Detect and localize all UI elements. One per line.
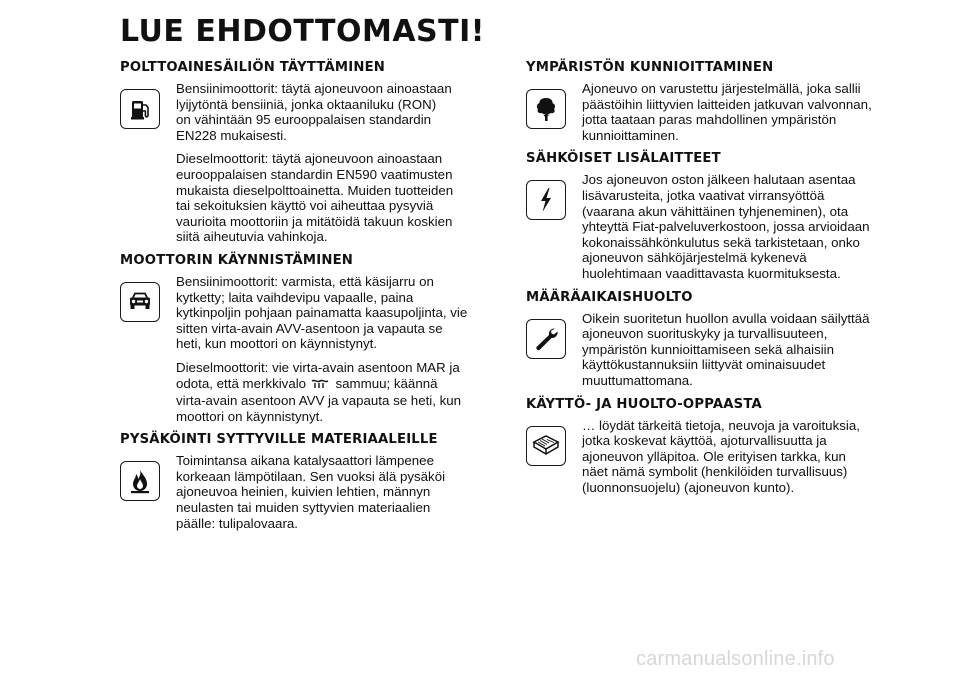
section-electrical-accessories [526,151,916,281]
paragraph: Oikein suoritetun huollon avulla voidaan säilyttää ajoneuvon suorituskyky ja turvallisuuteen, ympäristön kunnioittamiseen sekä alhaisiin käyttökustannuksiin liittyvät ominaisuudet muuttumattomana. [582,310,870,388]
flame-icon [120,461,160,501]
book-icon [526,426,566,466]
section-heading: PYSÄKÖINTI SYTTYVILLE MATERIAALEILLE [120,432,438,448]
section-heading: YMPÄRISTÖN KUNNIOITTAMINEN [526,60,774,75]
section-fuel-filling [120,60,504,245]
section-heading: MOOTTORIN KÄYNNISTÄMINEN [120,252,354,268]
right-column [526,60,916,503]
paragraph-diesel [176,360,504,424]
paragraph: Jos ajoneuvon oston jälkeen halutaan asentaa lisävarusteita, jotka vaativat virransyöttöä (vaarana akun vähittäinen tyhjeneminen), ota yhteyttä Fiat-palveluverkostoon, jossa arvioidaan kokonaissähkönkulutus sekä tarkistetaan, onko ajoneuvon sähköjärjestelmä kykenevä huolehtimaan vaadittavasta kuormituksesta. [582,172,870,281]
fuel-pump-icon [120,89,160,129]
paragraph: Ajoneuvo on varustettu järjestelmällä, joka sallii päästöihin liittyvien laitteiden jatkuvan valvonnan, jotta taataan paras mahdollinen ympäristön kunnioittaminen. [582,81,872,143]
text-line: Dieselmoottorit: vie virta-avain asentoon MAR ja [176,359,460,375]
section-heading: MÄÄRÄAIKAISHUOLTO [526,289,693,305]
section-scheduled-maintenance [526,290,916,389]
paragraph: … löydät tärkeitä tietoja, neuvoja ja varoituksia, jotka koskevat käyttöä, ajoturvallisuutta ja ajoneuvon ylläpitoa. Ole erityisen tarkka, kun näet nämä symbolit (henkilöiden turvallisuus) (luonnonsuojelu) (ajoneuvon kunto). [582,417,860,495]
text-line: virta-avain asentoon AVV ja vapauta se heti, kun [176,393,462,409]
left-column [120,60,504,539]
section-heading: POLTTOAINESÄILIÖN TÄYTTÄMINEN [120,60,386,75]
wrench-icon [526,319,566,359]
section-environment [526,60,916,143]
page-title: LUE EHDOTTOMASTI! [120,14,485,49]
section-manual-guide [526,397,916,496]
section-parking-flammable [120,432,504,531]
section-engine-start [120,253,504,424]
section-heading: KÄYTTÖ- JA HUOLTO-OPPAASTA [526,396,762,412]
paragraph: Bensiinimoottorit: varmista, että käsijarru on kytketty; laita vaihdevipu vapaalle, paina kytkinpoljin pohjaan painamatta kaasupoljinta, vie sitten virta-avain AVV-asentoon ja vapauta se heti, kun moottori on käynnistynyt. [176,273,468,352]
glow-plug-icon [311,378,331,394]
text-line: sammuu; käännä [335,375,438,391]
text-line: odota, että merkkivalo [176,375,307,391]
section-heading: SÄHKÖISET LISÄLAITTEET [526,151,721,167]
car-icon [120,282,160,322]
tree-icon [526,89,566,129]
paragraph: Bensiinimoottorit: täytä ajoneuvoon ainoastaan lyijytöntä bensiiniä, jonka oktaaniluku (RON) on vähintään 95 eurooppalaisen standardin EN228 mukaisesti. [176,81,452,143]
watermark: carmanualsonline.info [636,648,835,670]
text-line: moottori on käynnistynyt. [176,408,324,424]
lightning-icon [526,180,566,220]
paragraph: Toimintansa aikana katalysaattori lämpenee korkeaan lämpötilaan. Sen vuoksi älä pysäköi ajoneuvoa heinien, kuivien lehtien, männyn neulasten tai muiden syttyvien materiaalien päälle: tulipalovaara. [176,453,446,531]
paragraph: Dieselmoottorit: täytä ajoneuvoon ainoastaan eurooppalaisen standardin EN590 vaatimusten mukaista dieselpolttoainetta. Muiden tuotteiden tai sekoituksien käyttö voi aiheuttaa pysyviä vaurioita moottoriin ja mitätöidä takuun koskien siitä aiheutuvia vahinkoja. [176,151,454,245]
